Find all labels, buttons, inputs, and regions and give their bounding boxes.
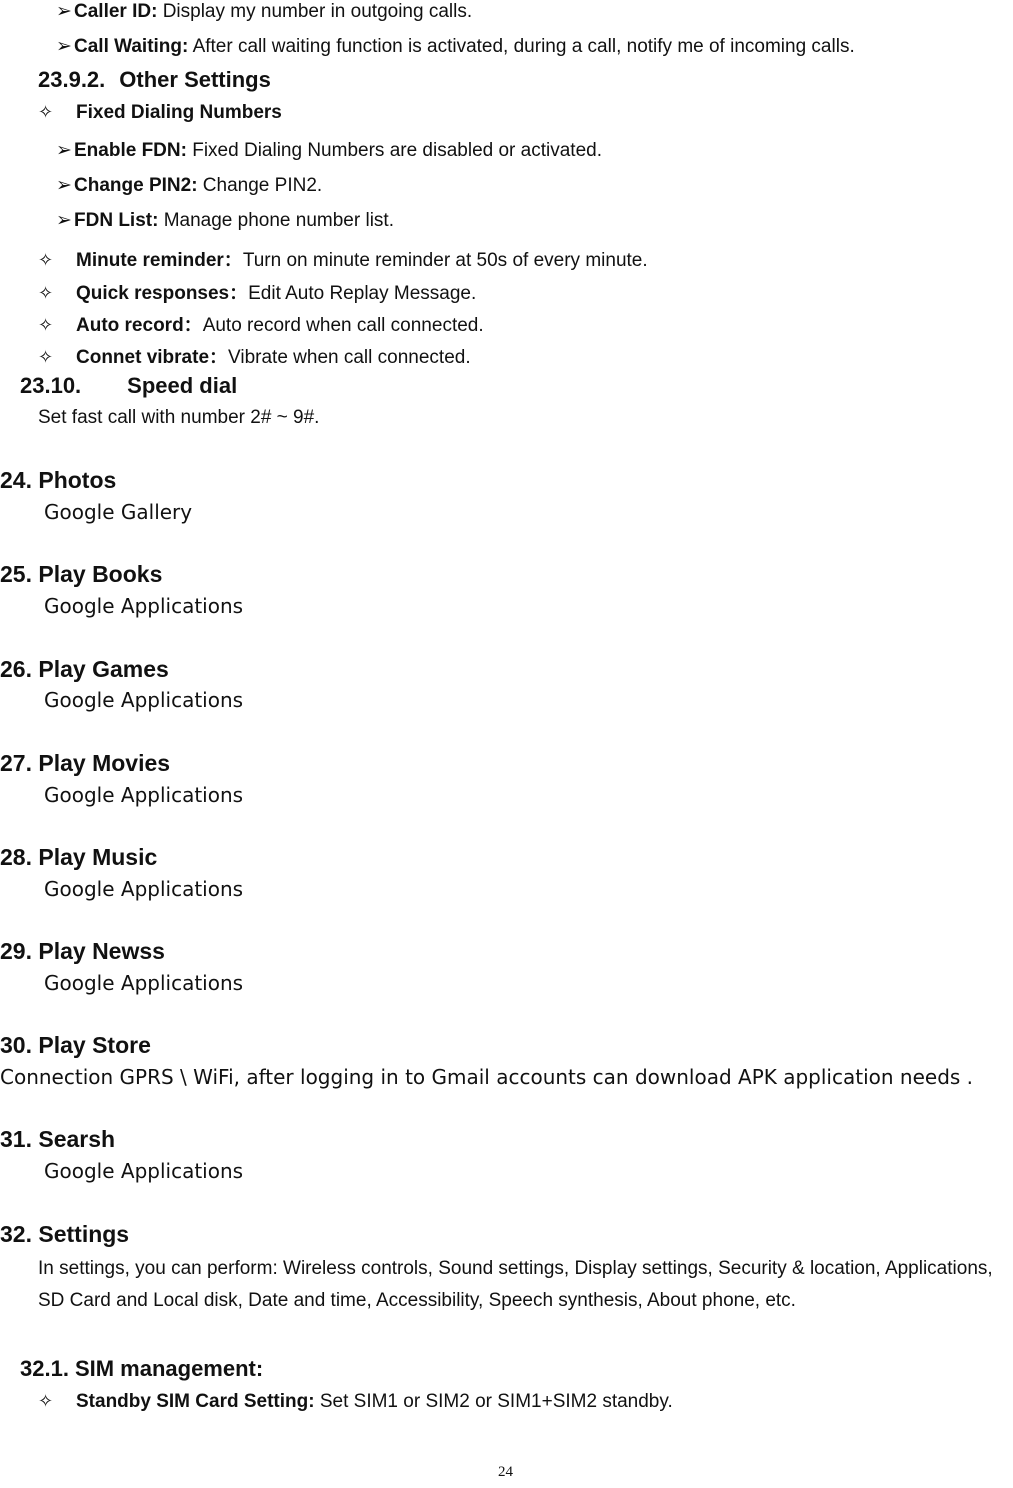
speed-dial-title: Speed dial (127, 373, 238, 398)
section-desc-play-store: Connection GPRS \ WiFi, after logging in to Gmail accounts can download APK application needs . (0, 1065, 974, 1089)
arrow-bullet-icon: ➢ (56, 36, 72, 57)
sim-management-number: 32.1. (20, 1356, 69, 1381)
section-desc-play-music: Google Applications (44, 877, 244, 901)
fdn-enable-text: Fixed Dialing Numbers are disabled or activated. (186, 140, 602, 161)
fdn-list-label: FDN List: (74, 210, 159, 231)
quick-responses-text: Edit Auto Replay Message. (248, 283, 477, 304)
fdn-title: Fixed Dialing Numbers (76, 102, 282, 123)
section-desc-play-movies: Google Applications (44, 783, 244, 807)
fdn-pin2-item (56, 174, 322, 197)
fdn-enable-item (56, 139, 602, 162)
section-heading-play-music: 28. Play Music (0, 844, 158, 870)
section-desc-play-games: Google Applications (44, 688, 244, 712)
section-heading-settings: 32. Settings (0, 1221, 130, 1247)
star-bullet-icon: ✧ (38, 283, 54, 303)
star-bullet-icon: ✧ (38, 347, 54, 367)
section-heading-play-store: 30. Play Store (0, 1032, 151, 1058)
section-desc-play-books: Google Applications (44, 594, 244, 618)
section-heading-play-games: 26. Play Games (0, 656, 169, 682)
section-heading-searsh: 31. Searsh (0, 1126, 116, 1152)
other-settings-number: 23.9.2. (38, 67, 106, 92)
auto-record-text: Auto record when call connected. (202, 315, 484, 336)
speed-dial-heading (20, 373, 237, 399)
fdn-list-item (56, 209, 394, 232)
minute-reminder-item (38, 245, 648, 272)
connet-vibrate-text: Vibrate when call connected. (228, 347, 471, 368)
page-number: 24 (498, 1464, 513, 1480)
section-heading-play-books: 25. Play Books (0, 561, 163, 587)
auto-record-label: Auto record： (76, 315, 203, 336)
fdn-pin2-label: Change PIN2: (74, 175, 198, 196)
connet-vibrate-item (38, 342, 471, 369)
call-waiting-label: Call Waiting: (74, 36, 189, 57)
fdn-item (38, 102, 282, 124)
star-bullet-icon: ✧ (38, 1391, 54, 1411)
star-bullet-icon: ✧ (38, 250, 54, 270)
sim-management-title: SIM management: (74, 1356, 264, 1381)
auto-record-item (38, 310, 484, 337)
connet-vibrate-label: Connet vibrate： (76, 347, 229, 368)
section-desc-settings: In settings, you can perform: Wireless controls, Sound settings, Display settings, Security & location, Applications, SD Card and Local disk, Date and time, Accessibility, Speech synthesis, About phone, etc. (38, 1258, 993, 1311)
section-heading-play-newss: 29. Play Newss (0, 938, 165, 964)
call-waiting-item (56, 35, 855, 58)
minute-reminder-label: Minute reminder： (76, 250, 243, 271)
arrow-bullet-icon: ➢ (56, 140, 72, 161)
caller-id-label: Caller ID: (74, 1, 158, 22)
section-heading-play-movies: 27. Play Movies (0, 750, 171, 776)
quick-responses-label: Quick responses： (76, 283, 249, 304)
speed-dial-number: 23.10. (20, 373, 82, 398)
arrow-bullet-icon: ➢ (56, 175, 72, 196)
section-desc-searsh: Google Applications (44, 1159, 244, 1183)
arrow-bullet-icon: ➢ (56, 1, 72, 22)
star-bullet-icon: ✧ (38, 315, 54, 335)
caller-id-text: Display my number in outgoing calls. (157, 1, 473, 22)
minute-reminder-text: Turn on minute reminder at 50s of every minute. (242, 250, 648, 271)
call-waiting-text: After call waiting function is activated, during a call, notify me of incoming calls. (188, 36, 855, 57)
fdn-pin2-text: Change PIN2. (197, 175, 323, 196)
other-settings-title: Other Settings (119, 67, 271, 92)
section-heading-photos: 24. Photos (0, 467, 117, 493)
standby-sim-item (38, 1391, 673, 1413)
section-desc-play-newss: Google Applications (44, 971, 244, 995)
quick-responses-item (38, 278, 476, 305)
other-settings-heading (38, 67, 271, 93)
section-desc-photos: Google Gallery (44, 500, 193, 524)
star-bullet-icon: ✧ (38, 102, 54, 122)
sim-management-heading (20, 1356, 263, 1382)
standby-sim-text: Set SIM1 or SIM2 or SIM1+SIM2 standby. (314, 1391, 673, 1412)
standby-sim-label: Standby SIM Card Setting: (76, 1391, 315, 1412)
fdn-enable-label: Enable FDN: (74, 140, 187, 161)
fdn-list-text: Manage phone number list. (158, 210, 394, 231)
speed-dial-text: Set fast call with number 2# ~ 9#. (38, 407, 320, 428)
caller-id-item (56, 0, 472, 23)
arrow-bullet-icon: ➢ (56, 210, 72, 231)
